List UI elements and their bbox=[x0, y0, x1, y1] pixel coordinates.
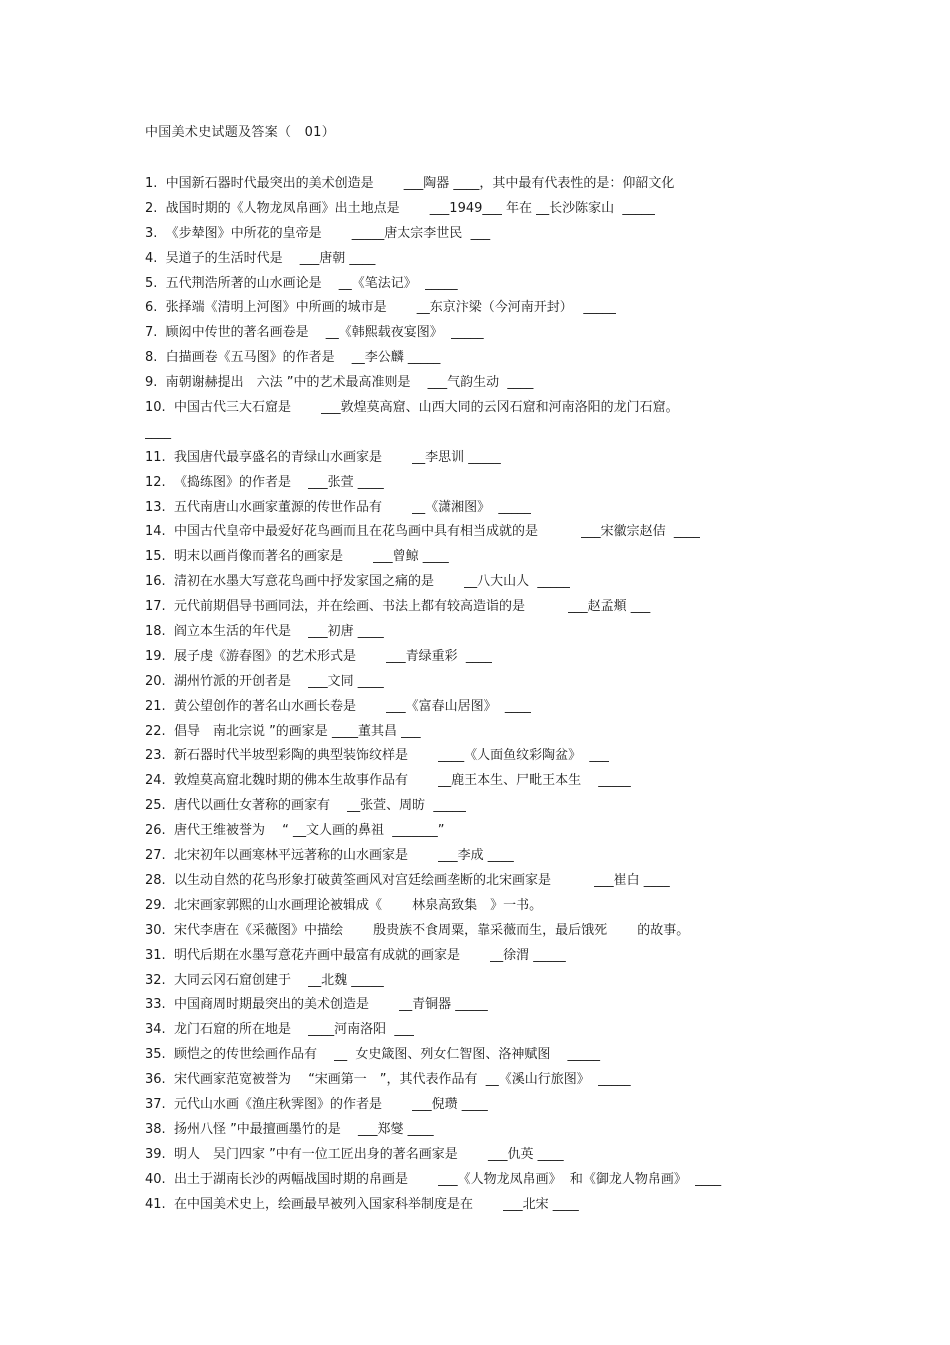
list-item: 7. 顾闳中传世的著名画卷是 __《韩熙载夜宴图》 _____ bbox=[145, 325, 484, 341]
list-item: 10. 中国古代三大石窟是 ___敦煌莫高窟、山西大同的云冈石窟和河南洛阳的龙门石窟。 bbox=[145, 400, 679, 416]
list-item: 38. 扬州八怪 ”中最擅画墨竹的是 ___郑燮 ____ bbox=[145, 1121, 434, 1137]
list-item: 39. 明人 吴门四家 ”中有一位工匠出身的著名画家是 ___仇英 ____ bbox=[145, 1146, 564, 1162]
list-item: 5. 五代荆浩所著的山水画论是 __《笔法记》 _____ bbox=[145, 275, 458, 291]
list-item: 32. 大同云冈石窟创建于 __北魏 _____ bbox=[145, 972, 384, 988]
list-item: 3. 《步辇图》中所花的皇帝是 _____唐太宗李世民 ___ bbox=[145, 225, 491, 241]
list-item: 31. 明代后期在水墨写意花卉画中最富有成就的画家是 __徐渭 _____ bbox=[145, 947, 566, 963]
list-item: 40. 出土于湖南长沙的两幅战国时期的帛画是 ___《人物龙凤帛画》 和《御龙人物帛画》 ____ bbox=[145, 1171, 722, 1187]
list-item: 30. 宋代李唐在《采薇图》中描绘 殷贵族不食周粟，靠采薇而生，最后饿死 的故事。 bbox=[145, 922, 690, 938]
page-title: 中国美术史试题及答案（ 01） bbox=[145, 125, 336, 140]
list-item: 15. 明末以画肖像而著名的画家是 ___曾鲸 ____ bbox=[145, 549, 449, 565]
list-item: 25. 唐代以画仕女著称的画家有 __张萱、周昉 _____ bbox=[145, 798, 466, 814]
list-item: 2. 战国时期的《人物龙凤帛画》出土地点是 ___1949___ 年在 __长沙陈家山 _____ bbox=[145, 200, 655, 216]
list-item-continuation: ____ bbox=[145, 424, 171, 440]
list-item: 23. 新石器时代半坡型彩陶的典型装饰纹样是 ____《人面鱼纹彩陶盆》 ___ bbox=[145, 748, 609, 764]
list-item: 19. 展子虔《游春图》的艺术形式是 ___青绿重彩 ____ bbox=[145, 648, 492, 664]
list-item: 12. 《捣练图》的作者是 ___张萱 ____ bbox=[145, 474, 384, 490]
list-item: 16. 清初在水墨大写意花鸟画中抒发家国之痛的是 __八大山人 _____ bbox=[145, 574, 570, 590]
list-item: 33. 中国商周时期最突出的美术创造是 __青铜器 _____ bbox=[145, 997, 488, 1013]
list-item: 18. 阎立本生活的年代是 ___初唐 ____ bbox=[145, 624, 384, 640]
list-item: 13. 五代南唐山水画家董源的传世作品有 __《潇湘图》 _____ bbox=[145, 499, 531, 515]
list-item: 24. 敦煌莫高窟北魏时期的佛本生故事作品有 __鹿王本生、尸毗王本生 _____ bbox=[145, 773, 631, 789]
list-item: 14. 中国古代皇帝中最爱好花鸟画而且在花鸟画中具有相当成就的是 ___宋徽宗赵佶 ____ bbox=[145, 524, 700, 540]
list-item: 27. 北宋初年以画寒林平远著称的山水画家是 ___李成 ____ bbox=[145, 848, 514, 864]
list-item: 34. 龙门石窟的所在地是 ____河南洛阳 ___ bbox=[145, 1022, 414, 1038]
list-item: 9. 南朝谢赫提出 六法 ”中的艺术最高准则是 ___气韵生动 ____ bbox=[145, 375, 534, 391]
list-item: 8. 白描画卷《五马图》的作者是 __李公麟 _____ bbox=[145, 350, 441, 366]
list-item: 20. 湖州竹派的开创者是 ___文同 ____ bbox=[145, 673, 384, 689]
list-item: 1. 中国新石器时代最突出的美术创造是 ___陶器 ____，其中最有代表性的是：仰韶文化 bbox=[145, 176, 675, 191]
list-item: 41. 在中国美术史上，绘画最早被列入国家科举制度是在 ___北宋 ____ bbox=[145, 1196, 579, 1212]
list-item: 26. 唐代王维被誉为 “ __文人画的鼻祖 _______” bbox=[145, 823, 445, 839]
list-item: 36. 宋代画家范宽被誉为 “宋画第一 ”，其代表作品有 __《溪山行旅图》 _____ bbox=[145, 1072, 631, 1088]
list-item: 28. 以生动自然的花鸟形象打破黄筌画风对宫廷绘画垄断的北宋画家是 ___崔白 ____ bbox=[145, 872, 670, 888]
list-item: 11. 我国唐代最享盛名的青绿山水画家是 __李思训 _____ bbox=[145, 449, 501, 465]
list-item: 21. 黄公望创作的著名山水画长卷是 ___《富春山居图》 ____ bbox=[145, 698, 531, 714]
list-item: 6. 张择端《清明上河图》中所画的城市是 __东京汴梁（今河南开封） _____ bbox=[145, 300, 616, 316]
list-item: 37. 元代山水画《渔庄秋霁图》的作者是 ___倪瓒 ____ bbox=[145, 1096, 488, 1112]
list-item: 29. 北宋画家郭熙的山水画理论被辑成《 林泉高致集 》一书。 bbox=[145, 897, 543, 913]
question-list bbox=[145, 172, 925, 1217]
list-item: 17. 元代前期倡导书画同法，并在绘画、书法上都有较高造诣的是 ___赵孟頫 ___ bbox=[145, 599, 651, 615]
list-item: 22. 倡导 南北宗说 ”的画家是 ____董其昌 ___ bbox=[145, 723, 421, 739]
list-item: 35. 顾恺之的传世绘画作品有 __ 女史箴图、列女仁智图、洛神赋图 _____ bbox=[145, 1047, 600, 1063]
list-item: 4. 吴道子的生活时代是 ___唐朝 ____ bbox=[145, 250, 376, 266]
